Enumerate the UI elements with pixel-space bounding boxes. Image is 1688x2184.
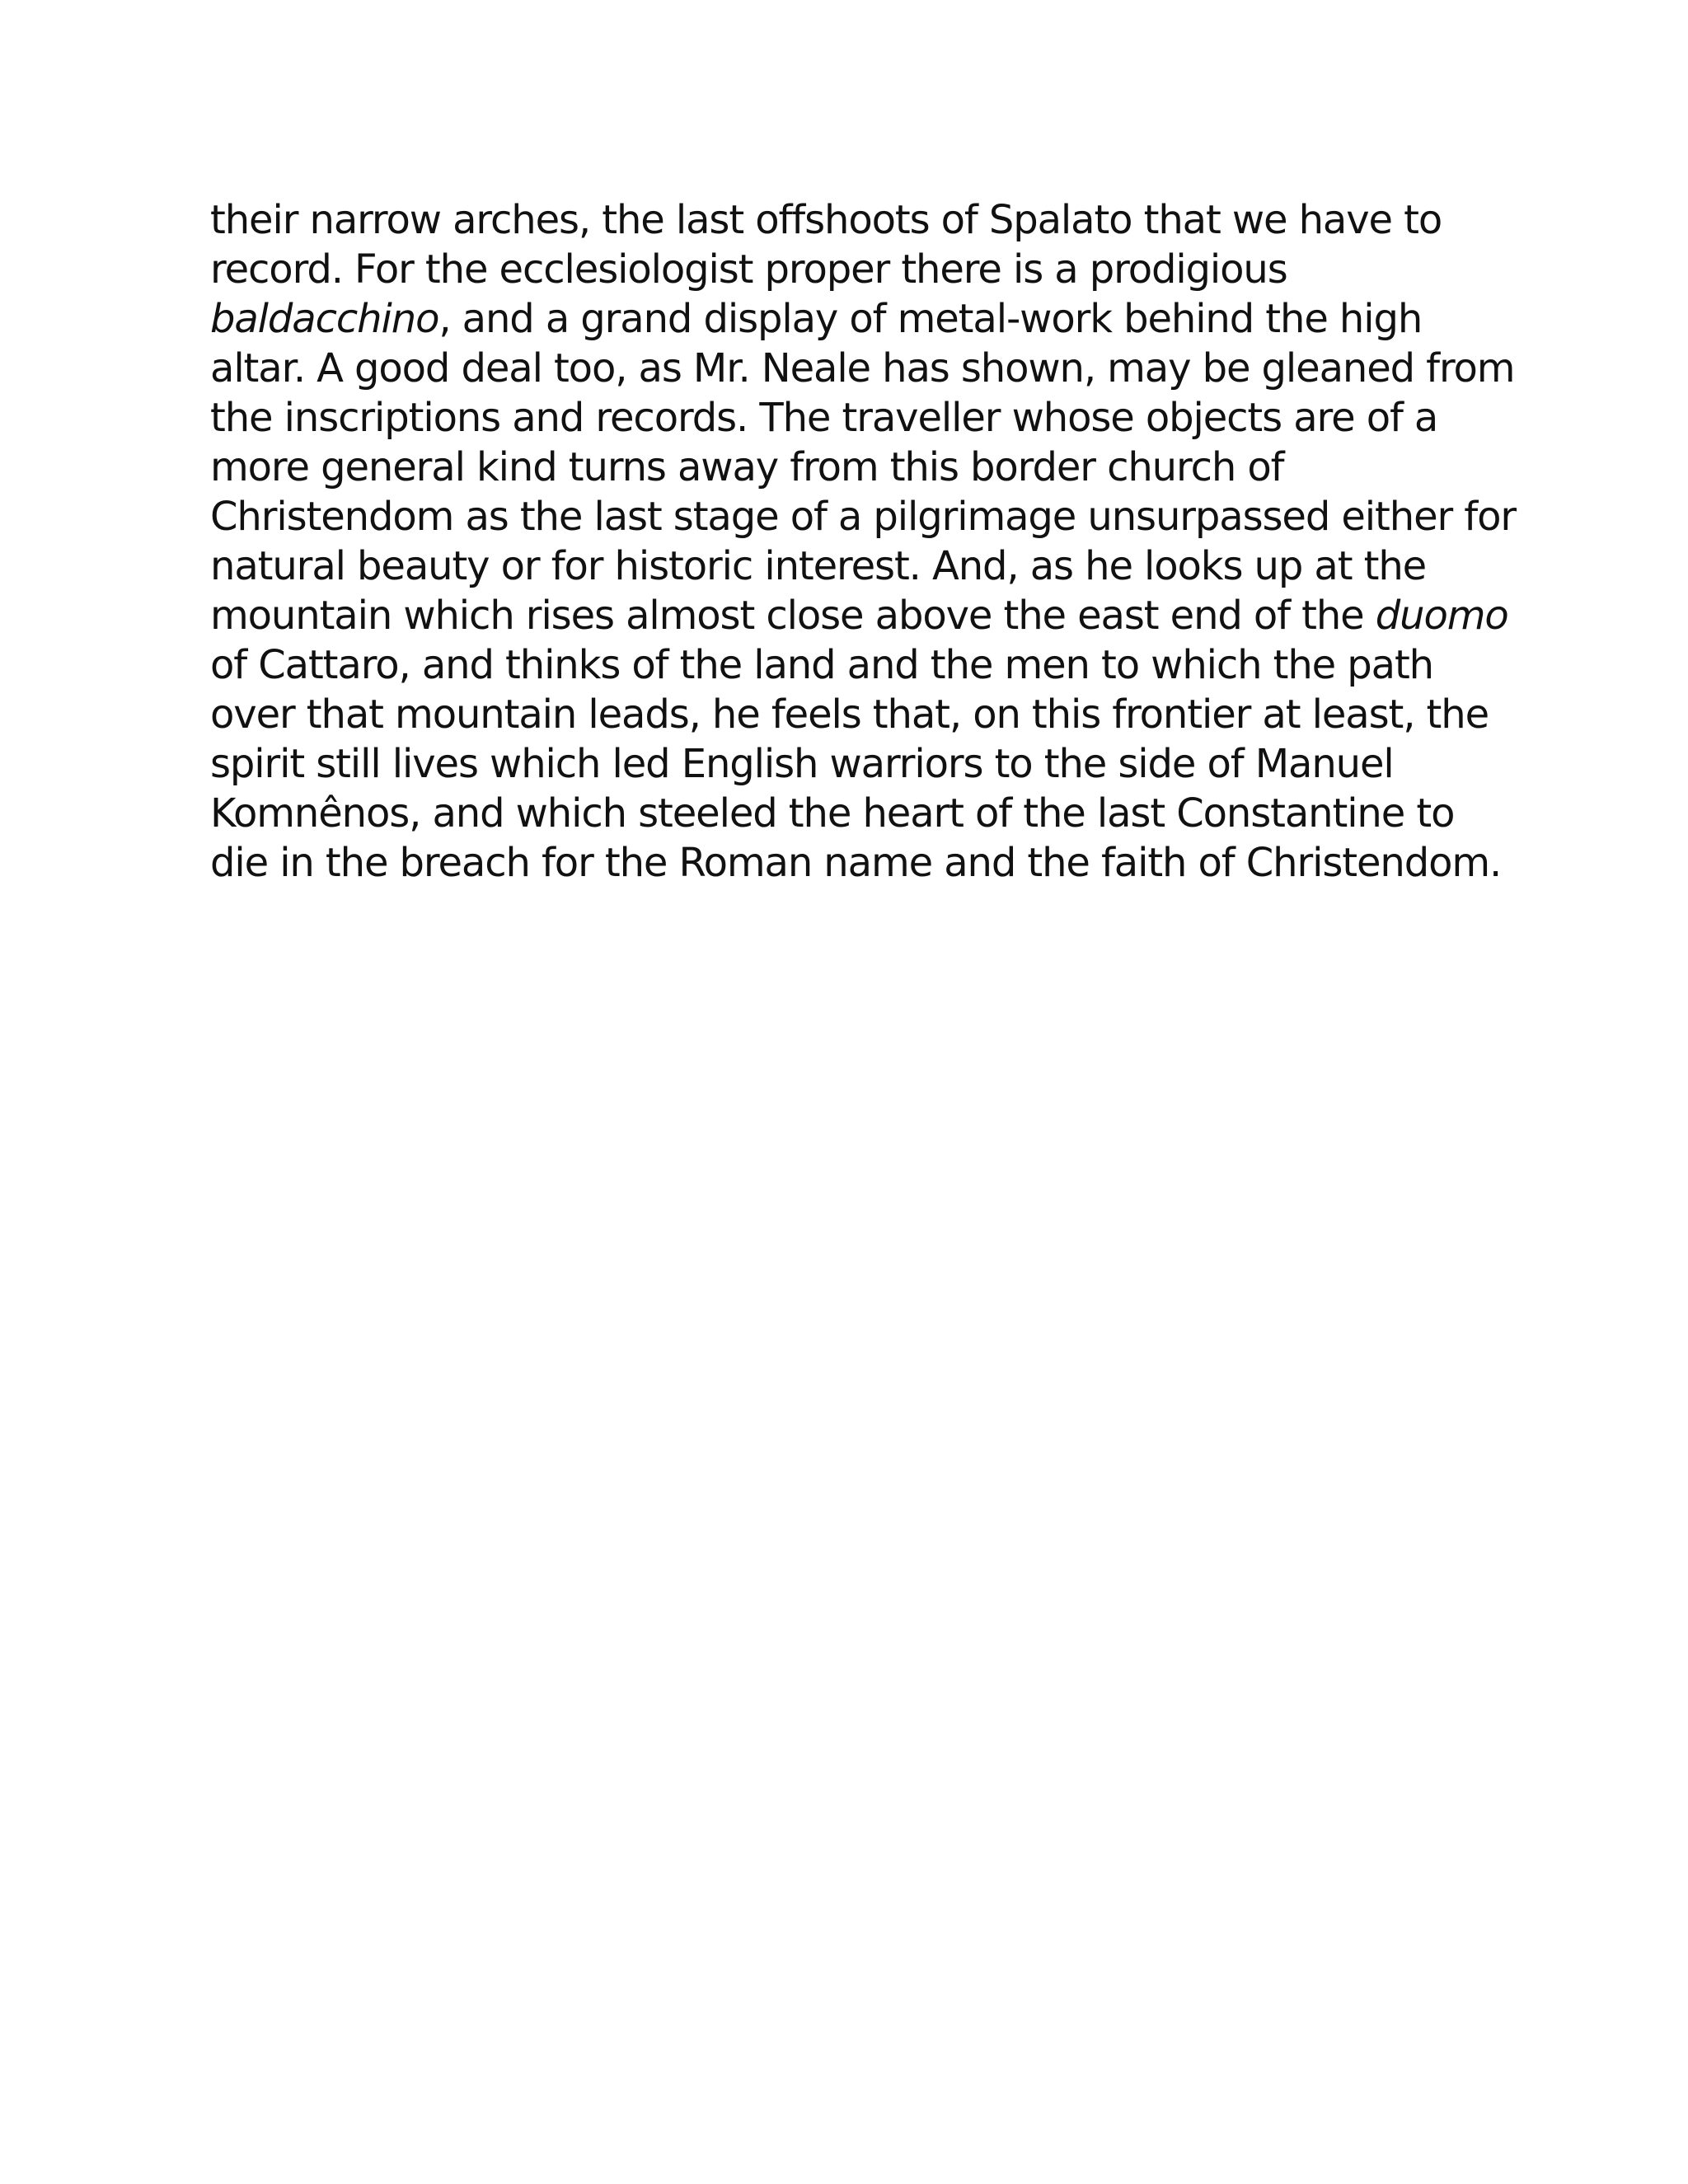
body-paragraph — [210, 195, 1529, 888]
text-line: record. For the ecclesiologist proper there is a prodigious — [210, 246, 1287, 293]
text-line: Christendom as the last stage of a pilgrimage unsurpassed either for — [210, 494, 1516, 540]
text-line: Komnênos, and which steeled the heart of the last Constantine to — [210, 790, 1455, 837]
italic-term: duomo — [1375, 593, 1508, 639]
text-line: die in the breach for the Roman name and the faith of Christendom. — [210, 840, 1502, 886]
text-line: natural beauty or for historic interest. And, as he looks up at the — [210, 543, 1427, 589]
text-run: , and a grand display of metal-work behind the high — [438, 296, 1423, 342]
text-line: of Cattaro, and thinks of the land and the men to which the path — [210, 642, 1433, 688]
text-line: the inscriptions and records. The traveller whose objects are of a — [210, 395, 1438, 441]
italic-term: baldacchino — [210, 296, 439, 342]
text-line: over that mountain leads, he feels that, on this frontier at least, the — [210, 691, 1489, 738]
text-line — [210, 294, 1529, 344]
text-run: mountain which rises almost close above the east end of the — [210, 593, 1376, 639]
text-line: their narrow arches, the last offshoots of Spalato that we have to — [210, 197, 1442, 243]
text-line: more general kind turns away from this border church of — [210, 444, 1284, 490]
text-line — [210, 591, 1529, 640]
text-line: spirit still lives which led English warriors to the side of Manuel — [210, 741, 1394, 787]
text-line: altar. A good deal too, as Mr. Neale has shown, may be gleaned from — [210, 345, 1515, 391]
